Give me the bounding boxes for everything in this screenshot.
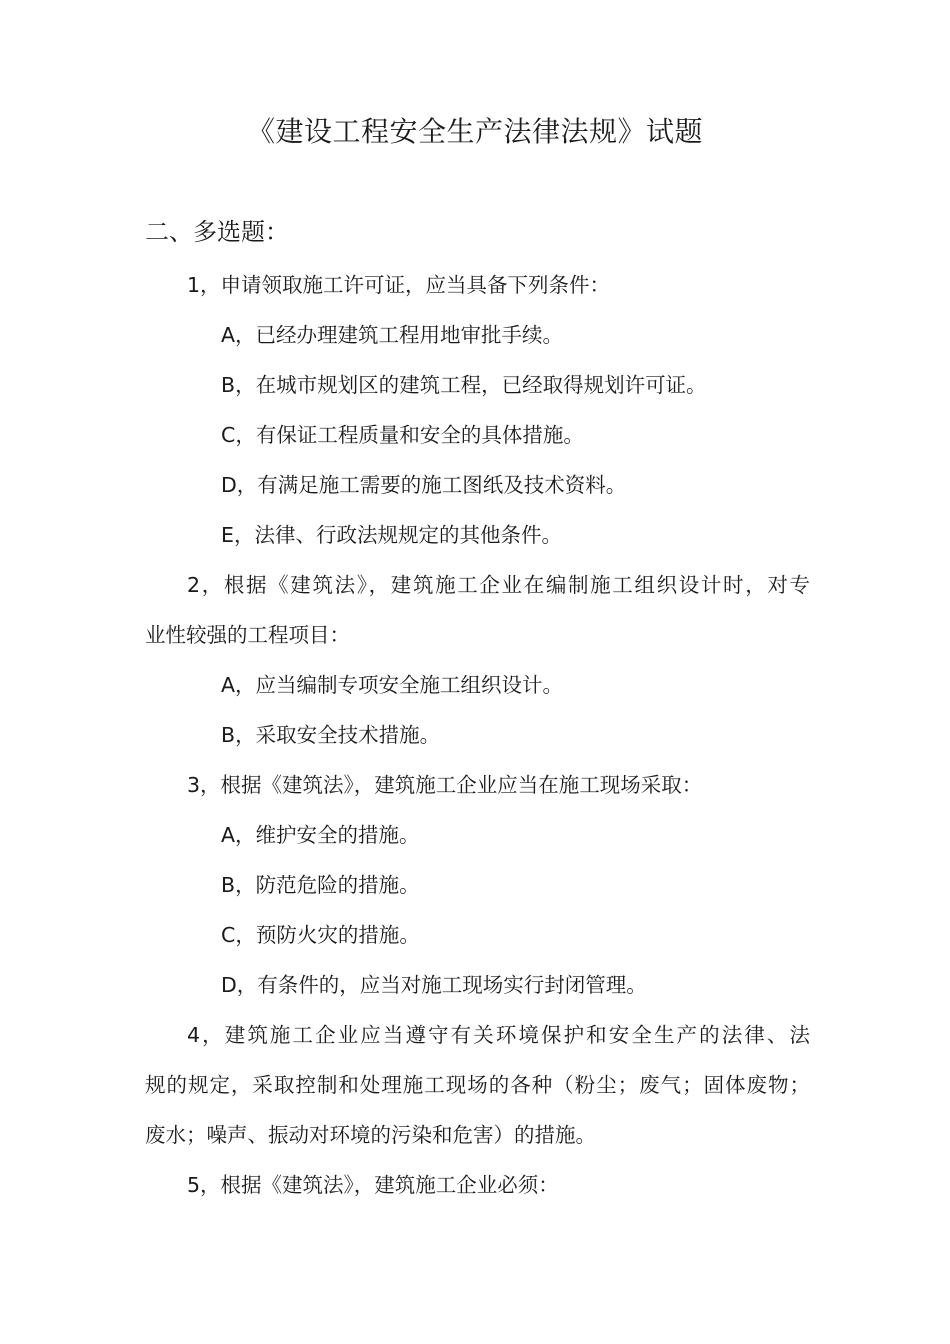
option-text: D，有满足施工需要的施工图纸及技术资料。 [221, 473, 627, 497]
question-text: 1，申请领取施工许可证，应当具备下列条件： [187, 273, 611, 297]
continuation-text: 规的规定，采取控制和处理施工现场的各种（粉尘；废气；固体废物； [145, 1073, 810, 1097]
option-text: B，防范危险的措施。 [221, 873, 420, 897]
document-body [145, 267, 810, 1217]
document-title: 《建设工程安全生产法律法规》试题 [246, 115, 703, 148]
option-text: B，在城市规划区的建筑工程，已经取得规划许可证。 [221, 373, 707, 397]
question-text: 5，根据《建筑法》，建筑施工企业必须： [187, 1173, 559, 1197]
option-text: C，预防火灾的措施。 [221, 923, 420, 947]
option-text: D，有条件的，应当对施工现场实行封闭管理。 [221, 973, 647, 997]
option-text: A，维护安全的措施。 [221, 823, 420, 847]
question-text: 2，根据《建筑法》，建筑施工企业在编制施工组织设计时，对专 [187, 573, 810, 597]
question-text: 4，建筑施工企业应当遵守有关环境保护和安全生产的法律、法 [187, 1023, 810, 1047]
option-text: A，应当编制专项安全施工组织设计。 [221, 673, 564, 697]
option-text: E，法律、行政法规规定的其他条件。 [221, 523, 562, 547]
option-text: B，采取安全技术措施。 [221, 723, 441, 747]
option-text: C，有保证工程质量和安全的具体措施。 [221, 423, 584, 447]
section-heading: 二、多选题： [145, 218, 289, 246]
question-text: 3，根据《建筑法》，建筑施工企业应当在施工现场采取： [187, 773, 703, 797]
option-text: A，已经办理建筑工程用地审批手续。 [221, 323, 564, 347]
continuation-text: 业性较强的工程项目： [145, 623, 350, 647]
continuation-text: 废水；噪声、振动对环境的污染和危害）的措施。 [145, 1123, 596, 1147]
